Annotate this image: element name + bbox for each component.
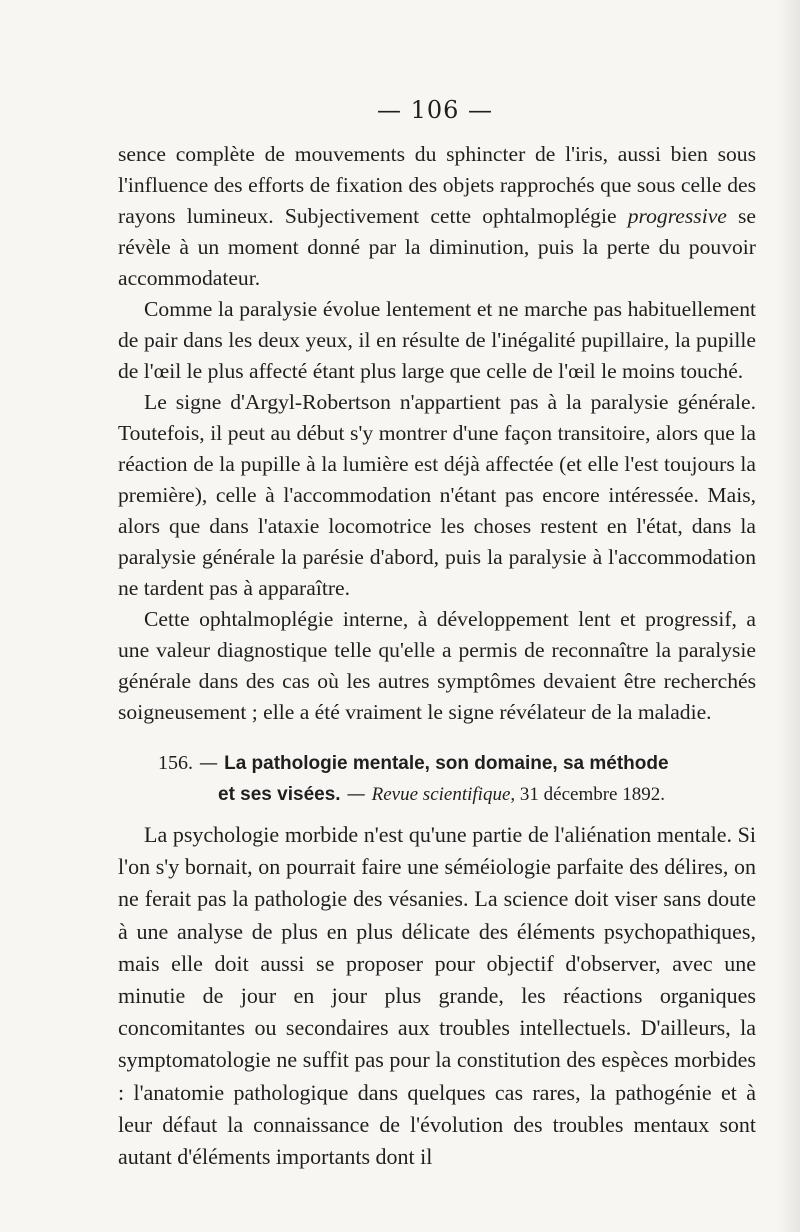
paragraph-1-end: se révèle à un moment donné par la diminution, puis la perte du pouvoir accommodateur. bbox=[118, 204, 756, 290]
entry-title-line-2: et ses visées. bbox=[218, 784, 341, 805]
paragraph-5: La psychologie morbide n'est qu'une partie de l'aliénation mentale. Si l'on s'y bornait, on pourrait faire une séméiologie parfaite des délires, on ne ferait pas la pathologie des vésanies. La science doit viser sans doute à une analyse de plus en plus délicate des éléments psychopathiques, mais elle doit aussi se proposer pour objectif d'observer, avec une minutie de jour en jour plus grande, les réactions organiques concomitantes ou secondaires aux troubles intellectuels. D'ailleurs, la symptomatologie ne suffit pas pour la constitution des espèces morbides : l'anatomie pathologique dans quelques cas rares, la pathogénie et à leur défaut la connaissance de l'évolution des troubles mentaux sont autant d'éléments importants dont il bbox=[118, 822, 756, 1170]
entry-title-line-1: La pathologie mentale, son domaine, sa méthode bbox=[224, 753, 669, 774]
body-text-section-b bbox=[118, 819, 756, 1173]
paragraph-1 bbox=[118, 139, 756, 294]
paragraph-3: Le signe d'Argyl-Robertson n'appartient pas à la paralysie générale. Toutefois, il peut au début s'y montrer d'une façon transitoire, alors que la réaction de la pupille à la lumière est déjà affectée (et elle l'est toujours la première), celle à l'accommodation n'étant pas encore intéressée. Mais, alors que dans l'ataxie locomotrice les choses restent en l'état, dans la paralysie générale la parésie d'abord, puis la paralysie à l'accommodation ne tardent pas à apparaître. bbox=[118, 390, 756, 600]
entry-heading-line-2 bbox=[120, 779, 740, 810]
publication-date: , 31 décembre 1892. bbox=[510, 784, 665, 805]
entry-number: 156. bbox=[158, 752, 193, 774]
entry-separator: — bbox=[340, 783, 372, 805]
bibliography-entry-heading bbox=[120, 748, 740, 810]
paragraph-1-emphasis: progressive bbox=[627, 204, 727, 228]
entry-source bbox=[372, 784, 665, 805]
entry-dash: — bbox=[193, 752, 225, 774]
paragraph-1-text: sence complète de mouvements du sphincter de l'iris, aussi bien sous l'influence des efforts de fixation des objets rapprochés que sous celle des rayons lumineux. Subjectivement cette ophtalmoplégie bbox=[118, 142, 756, 228]
paragraph-2: Comme la paralysie évolue lentement et ne marche pas habituellement de pair dans les deux yeux, il en résulte de l'inégalité pupillaire, la pupille de l'œil le plus affecté étant plus large que celle de l'œil le moins touché. bbox=[118, 297, 756, 383]
journal-name: Revue scientifique bbox=[371, 784, 511, 805]
paragraph-4: Cette ophtalmoplégie interne, à développement lent et progressif, a une valeur diagnostique telle qu'elle a permis de reconnaître la paralysie générale dans des cas où les autres symptômes devaient être recherchés soigneusement ; elle a été vraiment le signe révélateur de la maladie. bbox=[118, 607, 756, 724]
body-text-section-a bbox=[118, 139, 756, 728]
page-number: — 106 — bbox=[376, 96, 494, 124]
page-edge-shadow bbox=[778, 0, 800, 1232]
entry-heading-line-1 bbox=[120, 748, 740, 779]
